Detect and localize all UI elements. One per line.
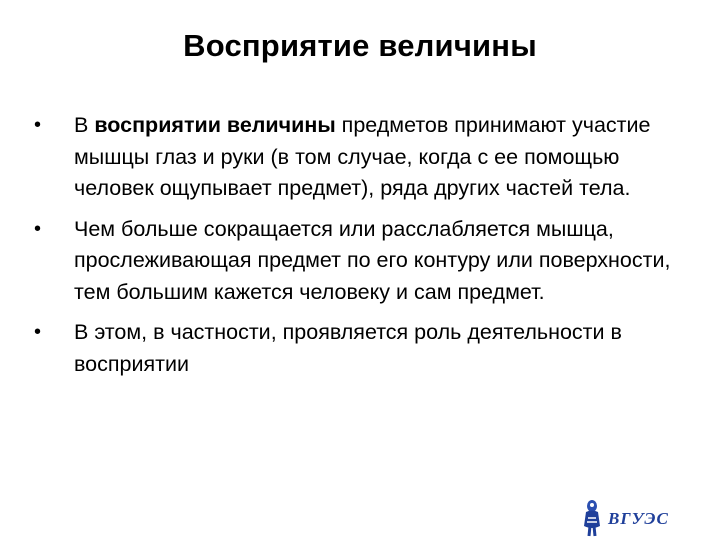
bullet-item xyxy=(34,110,684,205)
bullet-list xyxy=(34,110,684,389)
bullet-lead-text: В xyxy=(74,113,95,137)
bullet-item xyxy=(34,214,684,309)
bullet-item xyxy=(34,317,684,380)
bullet-text: Чем больше сокращается или расслабляется мышца, прослеживающая предмет по его контуру или поверхности, тем большим кажется человеку и сам предмет. xyxy=(74,216,671,304)
bullet-text: В этом, в частности, проявляется роль деятельности в восприятии xyxy=(74,320,622,376)
bullet-icon: • xyxy=(34,321,42,343)
bullet-icon: • xyxy=(34,114,42,136)
bullet-text: предметов принимают участие мышцы глаз и руки (в том случае, когда с ее помощью человек ощупывает предмет), ряда других частей тела. xyxy=(74,113,651,200)
university-emblem-icon xyxy=(584,500,600,536)
logo-text: ВГУЭС xyxy=(608,509,669,528)
university-logo xyxy=(580,496,698,540)
bullet-icon: • xyxy=(34,217,42,240)
bullet-bold-term: восприятии величины xyxy=(94,113,336,137)
slide-title: Восприятие величины xyxy=(183,28,537,63)
